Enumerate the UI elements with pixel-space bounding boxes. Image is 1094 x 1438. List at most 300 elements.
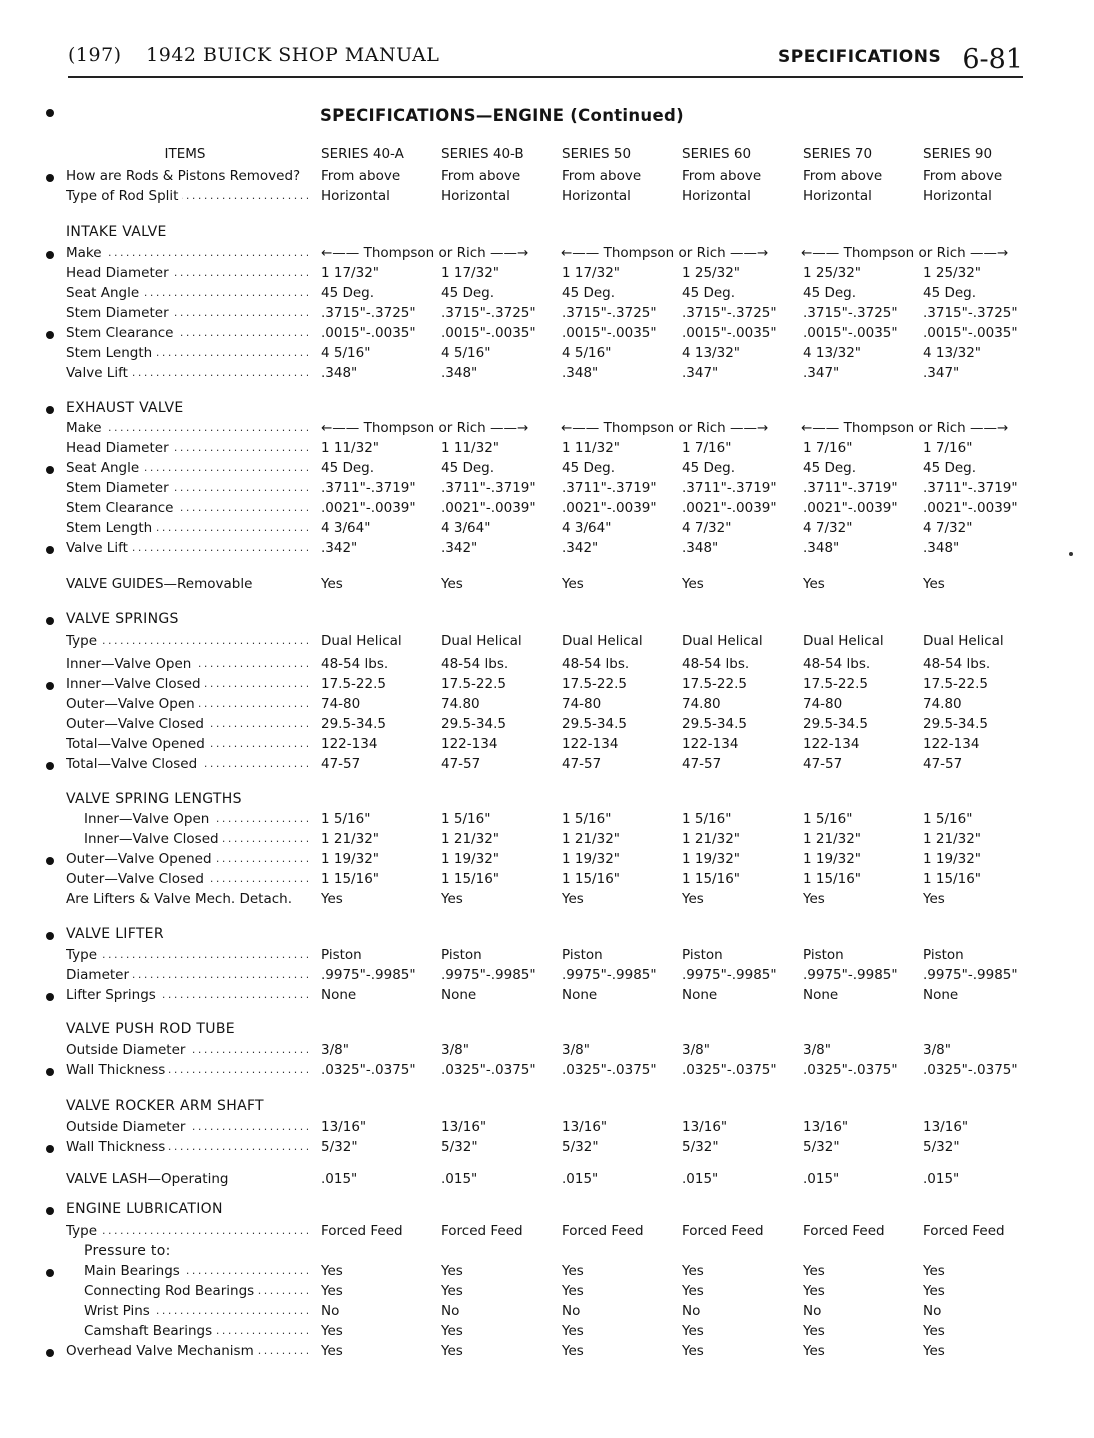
row-label xyxy=(66,323,308,343)
table-cell: From above xyxy=(682,168,762,184)
table-row xyxy=(0,965,1094,985)
table-row xyxy=(0,1341,1094,1361)
spanning-cell: ←—— Thompson or Rich ——→ xyxy=(801,420,1009,436)
table-row xyxy=(0,458,1094,478)
table-cell: 45 Deg. xyxy=(803,460,857,476)
table-cell: 45 Deg. xyxy=(441,285,495,301)
table-cell: 1 15/16" xyxy=(321,871,379,887)
table-cell: .9975"-.9985" xyxy=(441,967,536,983)
table-cell: 1 5/16" xyxy=(562,811,612,827)
table-cell: .9975"-.9985" xyxy=(803,967,898,983)
table-cell: 3/8" xyxy=(321,1042,349,1058)
row-label xyxy=(66,694,308,714)
row-label xyxy=(66,869,308,889)
table-cell: .0015"-.0035" xyxy=(321,325,416,341)
row-label-text: Lifter Springs xyxy=(66,987,160,1003)
table-cell: 17.5-22.5 xyxy=(923,676,988,692)
row-label-text: Inner—Valve Open xyxy=(66,656,195,672)
table-cell: 45 Deg. xyxy=(562,285,616,301)
row-label xyxy=(66,889,308,909)
table-row xyxy=(0,186,1094,206)
table-row xyxy=(0,714,1094,734)
section-heading-row xyxy=(0,609,1094,629)
table-cell: No xyxy=(321,1303,340,1319)
table-cell: 1 15/16" xyxy=(682,871,740,887)
margin-bullet-icon xyxy=(46,762,54,770)
section-title: SPECIFICATIONS xyxy=(778,47,942,67)
row-label-text: Connecting Rod Bearings xyxy=(84,1283,258,1299)
table-cell: 1 15/16" xyxy=(562,871,620,887)
table-cell: 4 7/32" xyxy=(923,520,973,536)
table-row xyxy=(0,1040,1094,1060)
row-label-text: Total—Valve Opened xyxy=(66,736,209,752)
table-cell: Yes xyxy=(441,1283,463,1299)
table-cell: 4 5/16" xyxy=(441,345,491,361)
table-cell: 17.5-22.5 xyxy=(562,676,627,692)
table-cell: .3715"-.3725" xyxy=(562,305,657,321)
table-cell: 45 Deg. xyxy=(321,460,375,476)
section-heading xyxy=(66,924,308,944)
table-cell: 13/16" xyxy=(441,1119,487,1135)
row-label xyxy=(66,538,308,558)
table-row xyxy=(0,538,1094,558)
table-cell: 4 13/32" xyxy=(803,345,861,361)
table-cell: 13/16" xyxy=(321,1119,367,1135)
table-cell: .0021"-.0039" xyxy=(682,500,777,516)
table-row xyxy=(0,869,1094,889)
row-label-text: VALVE SPRING LENGTHS xyxy=(66,791,246,807)
table-cell: .347" xyxy=(803,365,840,381)
table-cell: Yes xyxy=(923,1323,945,1339)
table-cell: Dual Helical xyxy=(441,633,522,649)
table-cell: 122-134 xyxy=(803,736,860,752)
row-label xyxy=(66,574,308,594)
table-cell: 29.5-34.5 xyxy=(562,716,627,732)
row-label-text: INTAKE VALVE xyxy=(66,224,171,240)
table-cell: .0015"-.0035" xyxy=(562,325,657,341)
table-cell: 48-54 lbs. xyxy=(682,656,750,672)
table-cell: Yes xyxy=(441,891,463,907)
table-cell: 1 11/32" xyxy=(562,440,620,456)
table-row xyxy=(0,323,1094,343)
table-cell: 1 25/32" xyxy=(682,265,740,281)
table-row xyxy=(0,518,1094,538)
table-row xyxy=(0,849,1094,869)
table-cell: 45 Deg. xyxy=(923,285,977,301)
table-cell: Yes xyxy=(562,1283,584,1299)
row-label-text: Head Diameter xyxy=(66,265,173,281)
row-label xyxy=(66,478,308,498)
table-cell: 74-80 xyxy=(562,696,602,712)
row-label xyxy=(66,263,308,283)
row-label xyxy=(66,438,308,458)
table-cell: 17.5-22.5 xyxy=(441,676,506,692)
table-cell: 45 Deg. xyxy=(562,460,616,476)
row-label-text: Diameter xyxy=(66,967,133,983)
row-label xyxy=(66,965,308,985)
table-cell: Yes xyxy=(562,891,584,907)
table-cell: 13/16" xyxy=(682,1119,728,1135)
table-cell: 4 5/16" xyxy=(321,345,371,361)
table-cell: 1 21/32" xyxy=(562,831,620,847)
spanning-cell: ←—— Thompson or Rich ——→ xyxy=(561,245,769,261)
table-cell: Yes xyxy=(321,891,343,907)
row-label xyxy=(66,343,308,363)
section-heading xyxy=(66,1199,308,1219)
table-cell: .0325"-.0375" xyxy=(923,1062,1018,1078)
row-label-text: Stem Length xyxy=(66,345,156,361)
table-cell: Horizontal xyxy=(803,188,872,204)
items-column-header: ITEMS xyxy=(164,146,206,162)
table-cell: .0325"-.0375" xyxy=(441,1062,536,1078)
table-row xyxy=(0,498,1094,518)
table-cell: .348" xyxy=(441,365,478,381)
table-cell: .0021"-.0039" xyxy=(441,500,536,516)
row-label xyxy=(66,186,308,206)
row-label xyxy=(84,809,308,829)
margin-bullet-icon xyxy=(46,546,54,554)
table-cell: 122-134 xyxy=(923,736,980,752)
row-label-text: Type xyxy=(66,947,101,963)
row-label-text: Outside Diameter xyxy=(66,1042,189,1058)
table-cell: .3711"-.3719" xyxy=(441,480,536,496)
table-cell: .347" xyxy=(923,365,960,381)
row-label-text: Seat Angle xyxy=(66,285,143,301)
table-row xyxy=(0,631,1094,651)
table-cell: .0325"-.0375" xyxy=(682,1062,777,1078)
table-row xyxy=(0,303,1094,323)
table-cell: Forced Feed xyxy=(321,1223,403,1239)
section-heading xyxy=(84,1241,308,1261)
table-cell: 1 25/32" xyxy=(803,265,861,281)
table-cell: 1 7/16" xyxy=(682,440,732,456)
table-cell: 45 Deg. xyxy=(321,285,375,301)
header-rule xyxy=(68,76,1023,78)
table-cell: 1 5/16" xyxy=(441,811,491,827)
row-label xyxy=(66,1117,308,1137)
table-cell: .3711"-.3719" xyxy=(682,480,777,496)
row-label-text: VALVE GUIDES—Removable xyxy=(66,576,256,592)
row-label xyxy=(66,363,308,383)
table-cell: Piston xyxy=(441,947,482,963)
section-heading xyxy=(66,789,308,809)
table-row xyxy=(0,654,1094,674)
row-label-text: Camshaft Bearings xyxy=(84,1323,216,1339)
table-cell: 1 21/32" xyxy=(923,831,981,847)
table-row xyxy=(0,945,1094,965)
row-label-text: VALVE LASH—Operating xyxy=(66,1171,232,1187)
table-cell: No xyxy=(803,1303,822,1319)
table-cell: .3711"-.3719" xyxy=(321,480,416,496)
row-label-text: Total—Valve Closed xyxy=(66,756,201,772)
table-row xyxy=(0,283,1094,303)
margin-bullet-icon xyxy=(46,682,54,690)
spanning-cell: ←—— Thompson or Rich ——→ xyxy=(321,245,529,261)
table-row xyxy=(0,1137,1094,1157)
row-label-text: VALVE SPRINGS xyxy=(66,611,183,627)
table-cell: Yes xyxy=(682,1343,704,1359)
table-cell: 5/32" xyxy=(441,1139,478,1155)
row-label xyxy=(84,829,308,849)
table-cell: .015" xyxy=(562,1171,599,1187)
table-row xyxy=(0,694,1094,714)
table-cell: 3/8" xyxy=(562,1042,590,1058)
table-cell: From above xyxy=(803,168,883,184)
row-label xyxy=(84,1301,308,1321)
table-cell: 1 19/32" xyxy=(923,851,981,867)
table-cell: Yes xyxy=(321,1283,343,1299)
table-cell: Yes xyxy=(321,1263,343,1279)
row-label-text: VALVE LIFTER xyxy=(66,926,168,942)
table-cell: 5/32" xyxy=(562,1139,599,1155)
table-cell: 1 21/32" xyxy=(321,831,379,847)
table-cell: No xyxy=(923,1303,942,1319)
table-cell: Yes xyxy=(803,576,825,592)
margin-bullet-icon xyxy=(46,1207,54,1215)
table-cell: 47-57 xyxy=(562,756,602,772)
table-cell: 4 5/16" xyxy=(562,345,612,361)
margin-bullet-icon xyxy=(46,932,54,940)
table-row xyxy=(0,1221,1094,1241)
row-label-text: Wrist Pins xyxy=(84,1303,154,1319)
row-label-text: VALVE PUSH ROD TUBE xyxy=(66,1021,239,1037)
table-cell: None xyxy=(562,987,598,1003)
column-header: SERIES 50 xyxy=(562,146,632,162)
page-number: 6-81 xyxy=(962,44,1023,75)
table-cell: Horizontal xyxy=(321,188,390,204)
table-cell: 47-57 xyxy=(441,756,481,772)
table-row xyxy=(0,166,1094,186)
section-heading-row xyxy=(0,398,1094,418)
row-label xyxy=(66,734,308,754)
section-heading xyxy=(66,398,308,418)
row-label xyxy=(66,985,308,1005)
row-label-text: Overhead Valve Mechanism xyxy=(66,1343,258,1359)
table-row xyxy=(0,1301,1094,1321)
table-cell: 1 19/32" xyxy=(321,851,379,867)
table-row xyxy=(0,363,1094,383)
row-label xyxy=(66,1221,308,1241)
column-header: SERIES 40-A xyxy=(321,146,404,162)
table-cell: Yes xyxy=(441,1323,463,1339)
table-cell: 48-54 lbs. xyxy=(562,656,630,672)
row-label-text: Valve Lift xyxy=(66,365,132,381)
table-cell: From above xyxy=(441,168,521,184)
table-cell: Dual Helical xyxy=(562,633,643,649)
page-title: SPECIFICATIONS—ENGINE (Continued) xyxy=(320,106,684,125)
table-row xyxy=(0,478,1094,498)
table-cell: Yes xyxy=(682,1283,704,1299)
table-row xyxy=(0,243,1094,263)
table-cell: Dual Helical xyxy=(803,633,884,649)
section-heading xyxy=(66,1096,308,1116)
row-label xyxy=(66,458,308,478)
table-cell: 4 13/32" xyxy=(682,345,740,361)
table-cell: .0015"-.0035" xyxy=(441,325,536,341)
table-cell: None xyxy=(923,987,959,1003)
table-cell: 4 3/64" xyxy=(562,520,612,536)
row-label-text: Seat Angle xyxy=(66,460,143,476)
row-label-text: ENGINE LUBRICATION xyxy=(66,1201,227,1217)
table-cell: 5/32" xyxy=(803,1139,840,1155)
table-cell: .015" xyxy=(923,1171,960,1187)
row-label-text: Outside Diameter xyxy=(66,1119,189,1135)
table-cell: .348" xyxy=(682,540,719,556)
table-cell: 47-57 xyxy=(803,756,843,772)
table-cell: 1 17/32" xyxy=(321,265,379,281)
margin-bullet-icon xyxy=(46,466,54,474)
table-row xyxy=(0,343,1094,363)
table-cell: 13/16" xyxy=(923,1119,969,1135)
table-cell: Yes xyxy=(321,1323,343,1339)
table-cell: .3711"-.3719" xyxy=(923,480,1018,496)
table-cell: Piston xyxy=(682,947,723,963)
row-label-text: Valve Lift xyxy=(66,540,132,556)
table-cell: .342" xyxy=(321,540,358,556)
table-cell: Yes xyxy=(923,1283,945,1299)
table-cell: 122-134 xyxy=(321,736,378,752)
row-label-text: Stem Diameter xyxy=(66,480,173,496)
row-label xyxy=(66,674,308,694)
table-row xyxy=(0,1169,1094,1189)
row-label xyxy=(66,498,308,518)
section-marker xyxy=(778,44,1023,75)
table-row xyxy=(0,829,1094,849)
table-cell: From above xyxy=(562,168,642,184)
table-cell: Yes xyxy=(682,1323,704,1339)
row-label-text: Stem Clearance xyxy=(66,500,177,516)
row-label-text: Head Diameter xyxy=(66,440,173,456)
row-label-text: Outer—Valve Open xyxy=(66,696,199,712)
table-row xyxy=(0,418,1094,438)
table-cell: None xyxy=(803,987,839,1003)
row-label xyxy=(84,1281,308,1301)
table-cell: Forced Feed xyxy=(923,1223,1005,1239)
margin-bullet-icon xyxy=(46,174,54,182)
table-cell: No xyxy=(441,1303,460,1319)
table-cell: 17.5-22.5 xyxy=(682,676,747,692)
table-cell: Yes xyxy=(803,891,825,907)
table-cell: 3/8" xyxy=(682,1042,710,1058)
table-cell: 45 Deg. xyxy=(923,460,977,476)
table-cell: Yes xyxy=(682,891,704,907)
table-cell: 1 7/16" xyxy=(923,440,973,456)
table-cell: Yes xyxy=(562,1263,584,1279)
table-cell: Yes xyxy=(562,576,584,592)
table-cell: .0021"-.0039" xyxy=(803,500,898,516)
table-cell: 45 Deg. xyxy=(682,285,736,301)
section-heading-row xyxy=(0,1241,1094,1261)
table-cell: .0015"-.0035" xyxy=(682,325,777,341)
table-row xyxy=(0,889,1094,909)
table-cell: 17.5-22.5 xyxy=(321,676,386,692)
row-label xyxy=(66,849,308,869)
table-cell: 3/8" xyxy=(441,1042,469,1058)
table-cell: Dual Helical xyxy=(321,633,402,649)
row-label-text: Inner—Valve Open xyxy=(84,811,213,827)
row-label-text: Outer—Valve Opened xyxy=(66,851,216,867)
table-cell: Forced Feed xyxy=(803,1223,885,1239)
table-cell: 47-57 xyxy=(682,756,722,772)
section-heading xyxy=(66,222,308,242)
column-header-row xyxy=(0,144,1094,164)
table-cell: Yes xyxy=(562,1323,584,1339)
table-cell: 3/8" xyxy=(923,1042,951,1058)
table-cell: .348" xyxy=(923,540,960,556)
table-cell: .0325"-.0375" xyxy=(803,1062,898,1078)
table-row xyxy=(0,1060,1094,1080)
table-cell: 1 17/32" xyxy=(562,265,620,281)
table-cell: Yes xyxy=(803,1263,825,1279)
margin-bullet-icon xyxy=(46,406,54,414)
spanning-cell: ←—— Thompson or Rich ——→ xyxy=(561,420,769,436)
table-cell: .9975"-.9985" xyxy=(321,967,416,983)
table-row xyxy=(0,1117,1094,1137)
row-label xyxy=(66,1341,308,1361)
table-cell: .0021"-.0039" xyxy=(321,500,416,516)
row-label xyxy=(84,1321,308,1341)
table-cell: Yes xyxy=(923,1343,945,1359)
margin-bullet-icon xyxy=(46,331,54,339)
margin-bullet-icon xyxy=(46,617,54,625)
row-label-text: Stem Clearance xyxy=(66,325,177,341)
running-head xyxy=(68,44,439,66)
table-cell: 47-57 xyxy=(321,756,361,772)
table-row xyxy=(0,809,1094,829)
row-label-text: Pressure to: xyxy=(84,1243,175,1259)
table-row xyxy=(0,985,1094,1005)
table-cell: 48-54 lbs. xyxy=(321,656,389,672)
row-label-text: Stem Length xyxy=(66,520,156,536)
table-cell: 1 15/16" xyxy=(441,871,499,887)
table-cell: Horizontal xyxy=(682,188,751,204)
table-cell: 5/32" xyxy=(321,1139,358,1155)
table-cell: 1 5/16" xyxy=(321,811,371,827)
row-label xyxy=(66,714,308,734)
table-cell: Forced Feed xyxy=(562,1223,644,1239)
table-cell: .3715"-.3725" xyxy=(321,305,416,321)
table-cell: 29.5-34.5 xyxy=(923,716,988,732)
table-cell: .0325"-.0375" xyxy=(562,1062,657,1078)
table-cell: Piston xyxy=(562,947,603,963)
table-cell: 1 21/32" xyxy=(682,831,740,847)
row-label-text: Type xyxy=(66,1223,101,1239)
table-cell: .0021"-.0039" xyxy=(562,500,657,516)
table-cell: 4 7/32" xyxy=(803,520,853,536)
row-label-text: Outer—Valve Closed xyxy=(66,871,208,887)
table-cell: 1 19/32" xyxy=(441,851,499,867)
row-label-text: Wall Thickness xyxy=(66,1139,169,1155)
stray-mark xyxy=(1069,552,1073,556)
section-heading-row xyxy=(0,222,1094,242)
table-cell: No xyxy=(682,1303,701,1319)
table-cell: 1 11/32" xyxy=(321,440,379,456)
row-label xyxy=(66,518,308,538)
table-cell: .348" xyxy=(562,365,599,381)
table-cell: 47-57 xyxy=(923,756,963,772)
table-cell: .0015"-.0035" xyxy=(803,325,898,341)
table-cell: 1 17/32" xyxy=(441,265,499,281)
table-cell: 48-54 lbs. xyxy=(923,656,991,672)
table-cell: .9975"-.9985" xyxy=(562,967,657,983)
row-label-text: Type xyxy=(66,633,101,649)
table-cell: Yes xyxy=(682,1263,704,1279)
table-cell: From above xyxy=(321,168,401,184)
table-cell: Yes xyxy=(923,891,945,907)
table-cell: Forced Feed xyxy=(441,1223,523,1239)
table-cell: Yes xyxy=(441,1343,463,1359)
table-cell: 29.5-34.5 xyxy=(441,716,506,732)
